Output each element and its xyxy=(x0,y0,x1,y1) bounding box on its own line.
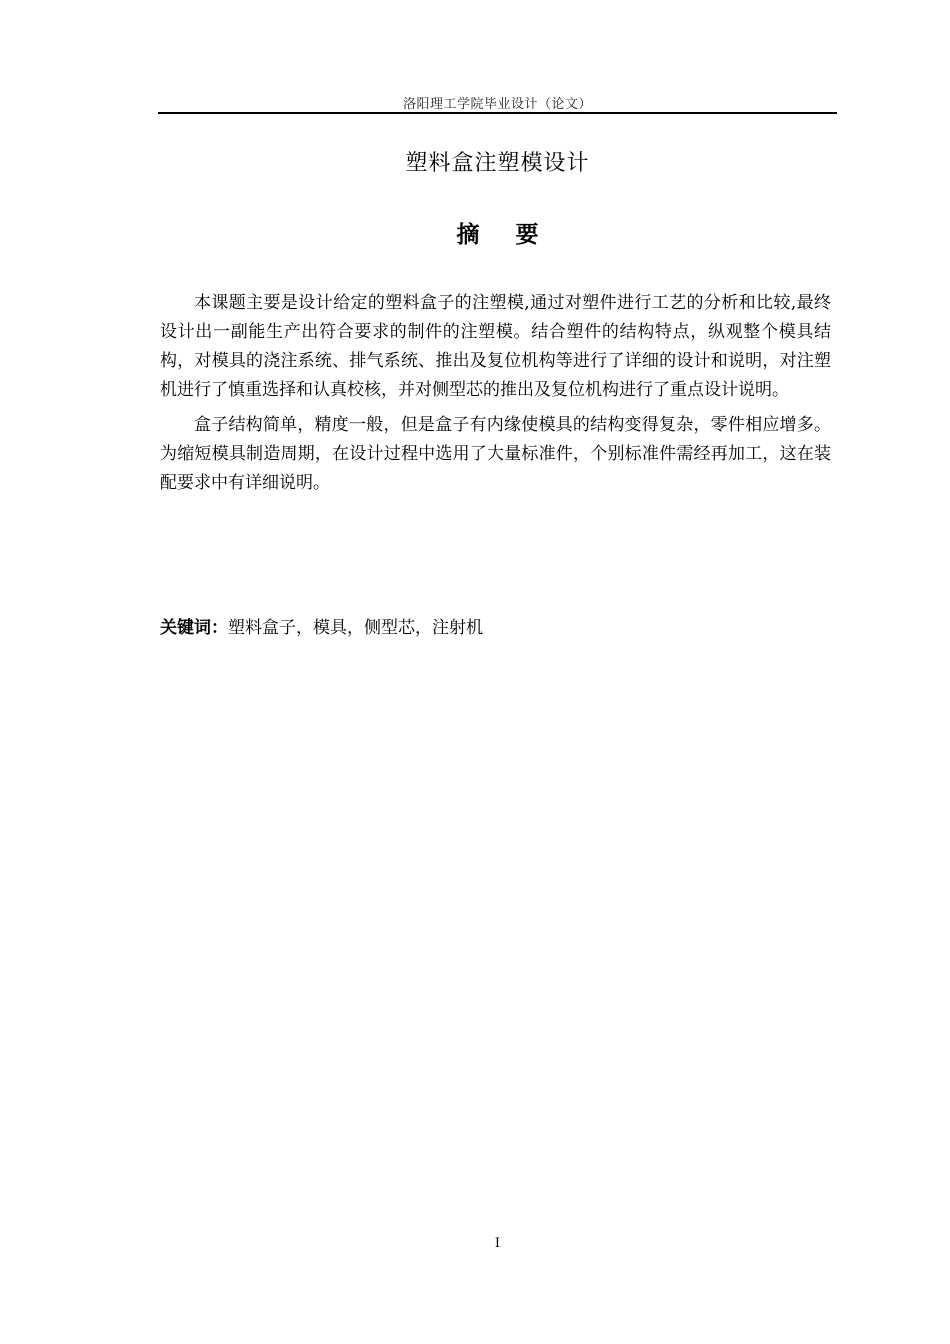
abstract-paragraph: 本课题主要是设计给定的塑料盒子的注塑模,通过对塑件进行工艺的分析和比较,最终设计出一副能生产出符合要求的制件的注塑模。结合塑件的结构特点，纵观整个模具结构，对模具的浇注系统、排气系统、推出及复位机构等进行了详细的设计和说明，对注塑机进行了慎重选择和认真校核，并对侧型芯的推出及复位机构进行了重点设计说明。 xyxy=(160,293,831,400)
abstract-heading: 摘 要 xyxy=(456,222,553,248)
abstract-body xyxy=(160,289,831,504)
abstract-paragraph: 盒子结构简单，精度一般，但是盒子有内缘使模具的结构变得复杂，零件相应增多。为缩短模具制造周期，在设计过程中选用了大量标准件，个别标准件需经再加工，这在装配要求中有详细说明。 xyxy=(160,415,831,493)
header-rule xyxy=(158,112,837,114)
keywords-label: 关键词： xyxy=(160,618,228,638)
running-header: 洛阳理工学院毕业设计（论文） xyxy=(402,97,592,112)
page-number: I xyxy=(494,1236,501,1251)
document-title: 塑料盒注塑模设计 xyxy=(405,151,590,176)
keywords-text: 塑料盒子，模具，侧型芯，注射机 xyxy=(228,618,483,638)
keywords-line xyxy=(160,614,831,643)
